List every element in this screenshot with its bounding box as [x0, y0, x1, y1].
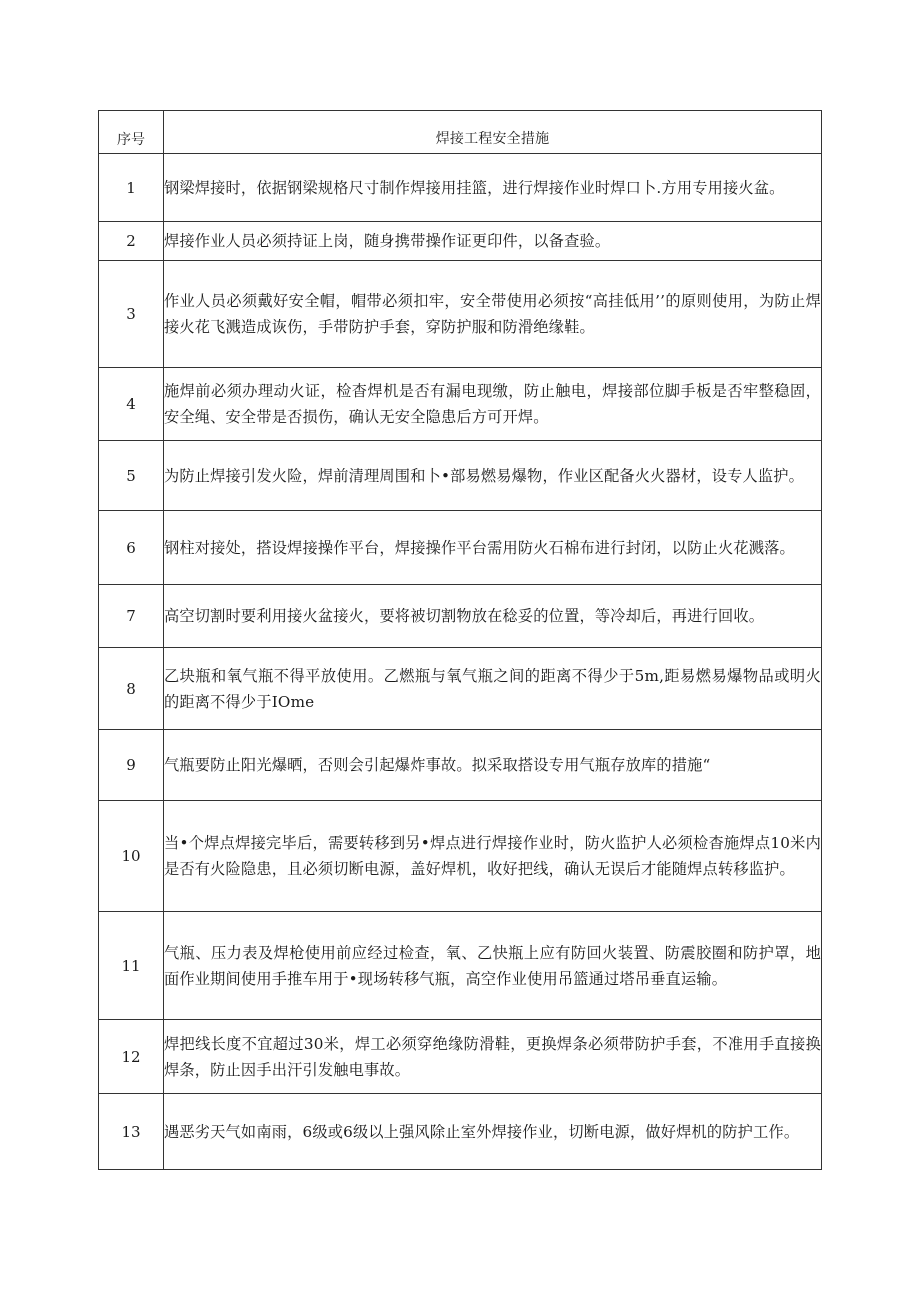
table-row — [99, 368, 822, 441]
row-text: 高空切割时要利用接火盆接火，要将被切割物放在稔妥的位置，等冷却后，再进行回收。 — [164, 585, 822, 648]
row-text: 气瓶要防止阳光爆晒，否则会引起爆炸事故。拟采取搭设专用气瓶存放库的措施“ — [164, 730, 822, 801]
row-text: 气瓶、压力表及焊枪使用前应经过检查，氧、乙快瓶上应有防回火装置、防震胶圈和防护罩，地面作业期间使用手推车用于•现场转移气瓶，高空作业使用吊篮通过塔吊垂直运输。 — [164, 912, 822, 1020]
row-number: 3 — [99, 261, 164, 368]
header-title: 焊接工程安全措施 — [164, 111, 822, 154]
table-row — [99, 1094, 822, 1170]
row-text: 作业人员必须戴好安全帽，帽带必须扣牢，安全带使用必须按“高挂低用’’的原则使用，为防止焊接火花飞溅造成诙伤，手带防护手套，穿防护服和防滑绝缘鞋。 — [164, 261, 822, 368]
row-text: 遇恶劣天气如南雨，6级或6级以上强风除止室外焊接作业，切断电源，做好焊机的防护工作。 — [164, 1094, 822, 1170]
row-number: 12 — [99, 1020, 164, 1094]
row-text: 当•个焊点焊接完毕后，需要转移到另•焊点进行焊接作业时，防火监护人必须检杳施焊点10米内是否有火险隐患，且必须切断电源，盖好焊机，收好把线，确认无误后才能随焊点转移监护。 — [164, 801, 822, 912]
row-text: 焊把线长度不宜超过30米，焊工必须穿绝缘防滑鞋，更换焊条必须带防护手套，不准用手直接换焊条，防止因手出汗引发触电事故。 — [164, 1020, 822, 1094]
row-number: 2 — [99, 222, 164, 261]
row-number: 6 — [99, 511, 164, 585]
row-number: 9 — [99, 730, 164, 801]
table-row — [99, 441, 822, 511]
row-number: 13 — [99, 1094, 164, 1170]
safety-measures-table — [98, 110, 822, 1170]
row-text: 钢柱对接处，搭设焊接操作平台，焊接操作平台需用防火石棉布进行封闭，以防止火花溅落。 — [164, 511, 822, 585]
row-text: 乙块瓶和氧气瓶不得平放使用。乙燃瓶与氧气瓶之间的距离不得少于5m,距易燃易爆物品或明火的距离不得少于IOme — [164, 648, 822, 730]
row-number: 4 — [99, 368, 164, 441]
table-row — [99, 261, 822, 368]
row-number: 5 — [99, 441, 164, 511]
table-header-row — [99, 111, 822, 154]
row-number: 11 — [99, 912, 164, 1020]
row-number: 1 — [99, 154, 164, 222]
table-row — [99, 222, 822, 261]
table-row — [99, 730, 822, 801]
row-number: 10 — [99, 801, 164, 912]
row-text: 为防止焊接引发火险，焊前清理周围和卜•部易燃易爆物，作业区配备火火器材，设专人监护。 — [164, 441, 822, 511]
row-number: 7 — [99, 585, 164, 648]
table-row — [99, 511, 822, 585]
table-row — [99, 912, 822, 1020]
table-row — [99, 801, 822, 912]
row-number: 8 — [99, 648, 164, 730]
table-row — [99, 585, 822, 648]
row-text: 焊接作业人员必须持证上岗，随身携带操作证更印件，以备查验。 — [164, 222, 822, 261]
table-row — [99, 648, 822, 730]
table-row — [99, 1020, 822, 1094]
table-row — [99, 154, 822, 222]
row-text: 施焊前必须办理动火证，检杳焊机是否有漏电现缴，防止触电，焊接部位脚手板是否牢整稳固，安全绳、安全带是否损伤，确认无安全隐患后方可开焊。 — [164, 368, 822, 441]
row-text: 钢梁焊接时，依据钢梁规格尺寸制作焊接用挂篮，进行焊接作业时焊口卜.方用专用接火盆。 — [164, 154, 822, 222]
header-serial-number: 序号 — [99, 111, 164, 154]
